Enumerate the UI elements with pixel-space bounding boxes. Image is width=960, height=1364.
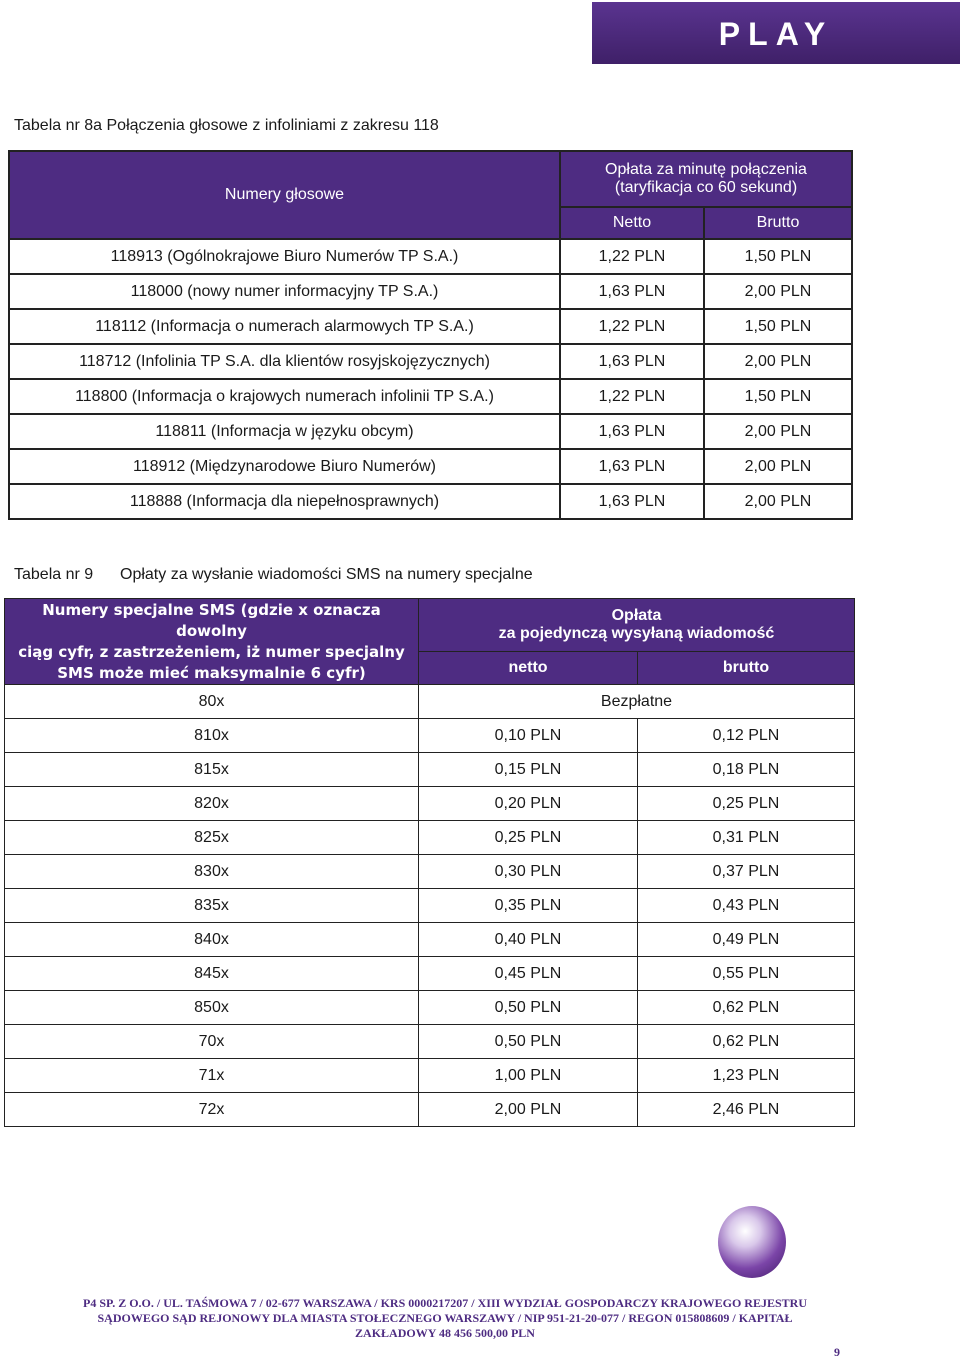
brutto-cell: 2,00 PLN	[704, 449, 852, 484]
table-row	[9, 379, 852, 414]
netto-cell: 1,63 PLN	[560, 449, 704, 484]
table-row	[5, 923, 855, 957]
netto-cell: 1,63 PLN	[560, 274, 704, 309]
header-fee	[560, 151, 852, 207]
header-fee-line2: (taryfikacja co 60 sekund)	[614, 179, 798, 196]
brutto-cell: 0,18 PLN	[638, 753, 855, 787]
table-9	[4, 598, 855, 1127]
sms-number-cell: 835x	[5, 889, 419, 923]
page-number: 9	[834, 1345, 840, 1359]
number-name-cell: 118112 (Informacja o numerach alarmowych TP S.A.)	[9, 309, 560, 344]
netto-cell: 0,35 PLN	[419, 889, 638, 923]
header-sms-brutto: brutto	[638, 652, 855, 685]
play-emblem-icon	[718, 1206, 786, 1278]
number-name-cell: 118800 (Informacja o krajowych numerach infolinii TP S.A.)	[9, 379, 560, 414]
brutto-cell: 1,50 PLN	[704, 239, 852, 274]
table-row	[9, 449, 852, 484]
logo-text: PLAY	[718, 16, 834, 52]
table-8a	[8, 150, 853, 520]
netto-cell: 1,22 PLN	[560, 309, 704, 344]
sms-number-cell: 815x	[5, 753, 419, 787]
sms-number-cell: 810x	[5, 719, 419, 753]
sms-number-cell: 830x	[5, 855, 419, 889]
netto-cell: 0,40 PLN	[419, 923, 638, 957]
number-name-cell: 118712 (Infolinia TP S.A. dla klientów rosyjskojęzycznych)	[9, 344, 560, 379]
table-row	[5, 1093, 855, 1127]
netto-cell: 0,45 PLN	[419, 957, 638, 991]
netto-cell: 0,15 PLN	[419, 753, 638, 787]
header-numbers	[9, 151, 560, 239]
netto-cell: 1,63 PLN	[560, 414, 704, 449]
brutto-cell: 0,62 PLN	[638, 991, 855, 1025]
header-sms-netto: netto	[419, 652, 638, 685]
table-row	[5, 753, 855, 787]
netto-cell: 1,22 PLN	[560, 239, 704, 274]
table-row	[5, 719, 855, 753]
table-row	[9, 344, 852, 379]
brutto-cell: 1,50 PLN	[704, 309, 852, 344]
brutto-cell: 2,00 PLN	[704, 414, 852, 449]
netto-cell: 0,25 PLN	[419, 821, 638, 855]
table-row	[5, 1059, 855, 1093]
header-fee-line1: Opłata za minutę połączenia	[605, 161, 807, 178]
header-sms-numbers-line1: Numery specjalne SMS (gdzie x oznacza dowolny	[42, 600, 381, 640]
footer-line1: P4 SP. Z O.O. / UL. TAŚMOWA 7 / 02-677 WARSZAWA / KRS 0000217207 / XIII WYDZIAŁ GOSPODARCZY KRAJOWEGO REJESTRU	[82, 1296, 807, 1310]
number-name-cell: 118811 (Informacja w języku obcym)	[9, 414, 560, 449]
number-name-cell: 118913 (Ogólnokrajowe Biuro Numerów TP S.A.)	[9, 239, 560, 274]
table-row	[5, 787, 855, 821]
header-sms-numbers	[5, 599, 419, 685]
header-sms-numbers-line3: SMS może mieć maksymalnie 6 cyfr)	[57, 663, 366, 682]
brutto-cell: 2,46 PLN	[638, 1093, 855, 1127]
netto-cell: 0,20 PLN	[419, 787, 638, 821]
table-9-caption-text: Opłaty za wysłanie wiadomości SMS na numery specjalne	[120, 566, 533, 583]
table-row	[5, 1025, 855, 1059]
sms-free-cell: Bezpłatne	[419, 685, 855, 719]
table-row	[9, 484, 852, 519]
header-netto: Netto	[560, 207, 704, 239]
table-row	[5, 685, 855, 719]
footer-line3: ZAKŁADOWY 48 456 500,00 PLN	[355, 1326, 535, 1340]
brutto-cell: 0,55 PLN	[638, 957, 855, 991]
table-8a-caption: Tabela nr 8a Połączenia głosowe z infoliniami z zakresu 118	[14, 117, 439, 134]
sms-number-cell: 825x	[5, 821, 419, 855]
brutto-cell: 0,25 PLN	[638, 787, 855, 821]
number-name-cell: 118888 (Informacja dla niepełnosprawnych)	[9, 484, 560, 519]
brutto-cell: 2,00 PLN	[704, 274, 852, 309]
table-row	[9, 274, 852, 309]
sms-number-cell: 70x	[5, 1025, 419, 1059]
footer-line2: SĄDOWEGO SĄD REJONOWY DLA MIASTA STOŁECZNEGO WARSZAWY / NIP 951-21-20-077 / REGON 015808609 / KAPITAŁ	[97, 1311, 793, 1325]
netto-cell: 0,30 PLN	[419, 855, 638, 889]
netto-cell: 1,63 PLN	[560, 344, 704, 379]
table-9-caption-label: Tabela nr 9	[14, 566, 94, 583]
table-row	[5, 991, 855, 1025]
netto-cell: 0,50 PLN	[419, 1025, 638, 1059]
table-row	[5, 855, 855, 889]
header-sms-numbers-line2: ciąg cyfr, z zastrzeżeniem, iż numer specjalny	[18, 642, 405, 661]
brutto-cell: 0,31 PLN	[638, 821, 855, 855]
sms-number-cell: 72x	[5, 1093, 419, 1127]
brutto-cell: 0,12 PLN	[638, 719, 855, 753]
brutto-cell: 1,23 PLN	[638, 1059, 855, 1093]
brutto-cell: 0,62 PLN	[638, 1025, 855, 1059]
header-brutto: Brutto	[704, 207, 852, 239]
sms-number-cell: 71x	[5, 1059, 419, 1093]
header-sms-fee-line1: Opłata	[611, 607, 662, 624]
brutto-cell: 1,50 PLN	[704, 379, 852, 414]
sms-number-cell: 820x	[5, 787, 419, 821]
netto-cell: 1,22 PLN	[560, 379, 704, 414]
number-name-cell: 118000 (nowy numer informacyjny TP S.A.)	[9, 274, 560, 309]
table-row	[9, 239, 852, 274]
netto-cell: 0,50 PLN	[419, 991, 638, 1025]
header-sms-fee-line2: za pojedynczą wysyłaną wiadomość	[498, 625, 775, 642]
sms-number-cell: 850x	[5, 991, 419, 1025]
header-sms-fee	[419, 599, 855, 652]
play-logo	[592, 2, 960, 64]
brutto-cell: 0,43 PLN	[638, 889, 855, 923]
brutto-cell: 2,00 PLN	[704, 344, 852, 379]
table-row	[9, 414, 852, 449]
table-row	[5, 821, 855, 855]
netto-cell: 2,00 PLN	[419, 1093, 638, 1127]
sms-number-cell: 845x	[5, 957, 419, 991]
number-name-cell: 118912 (Międzynarodowe Biuro Numerów)	[9, 449, 560, 484]
table-row	[9, 309, 852, 344]
table-row	[5, 889, 855, 923]
table-row	[5, 957, 855, 991]
netto-cell: 0,10 PLN	[419, 719, 638, 753]
header-numbers-label: Numery głosowe	[224, 186, 345, 203]
brutto-cell: 0,49 PLN	[638, 923, 855, 957]
sms-number-cell: 80x	[5, 685, 419, 719]
sms-number-cell: 840x	[5, 923, 419, 957]
netto-cell: 1,63 PLN	[560, 484, 704, 519]
netto-cell: 1,00 PLN	[419, 1059, 638, 1093]
brutto-cell: 2,00 PLN	[704, 484, 852, 519]
brutto-cell: 0,37 PLN	[638, 855, 855, 889]
